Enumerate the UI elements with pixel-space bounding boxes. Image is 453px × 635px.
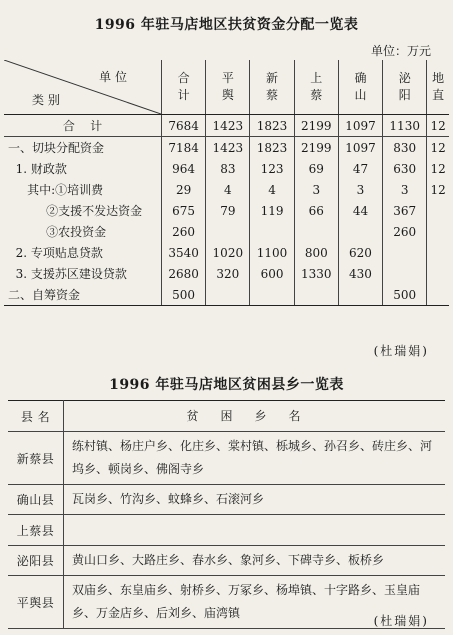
table-row	[4, 284, 449, 306]
table-row	[4, 221, 449, 242]
signature-2: (杜瑞娟)	[373, 614, 429, 628]
cell-value: 1823	[250, 115, 294, 137]
col-header-queshan: 确 山	[338, 60, 382, 115]
cell-value: 430	[338, 263, 382, 284]
col-header-total: 合 计	[162, 60, 206, 115]
row-label: 一、切块分配资金	[4, 137, 162, 159]
cell-value	[427, 242, 449, 263]
table-row	[4, 115, 449, 137]
county-row	[8, 546, 445, 576]
cell-value: 320	[206, 263, 250, 284]
table-header-row	[8, 401, 445, 432]
cell-value: 1100	[250, 242, 294, 263]
corner-unit-label: 单 位	[99, 70, 127, 84]
cell-value: 964	[162, 158, 206, 179]
cell-value	[294, 284, 338, 306]
cell-value: 3	[383, 179, 427, 200]
cell-value: 12	[430, 161, 446, 176]
county-name: 新蔡县	[8, 432, 64, 485]
row-label: 其中:①培训费	[4, 179, 162, 200]
township-list: 黄山口乡、大路庄乡、春水乡、象河乡、下碑寺乡、板桥乡	[64, 546, 446, 576]
cell-value: 1097	[338, 137, 382, 159]
cell-value: 4	[206, 179, 250, 200]
cell-value	[383, 242, 427, 263]
cell-value	[206, 221, 250, 242]
cell-value: 367	[383, 200, 427, 221]
row-label: 2. 专项贴息贷款	[4, 242, 162, 263]
cell-value: 83	[206, 158, 250, 179]
poor-county-table-title: 1996 年驻马店地区贫困县乡一览表	[109, 377, 344, 393]
cell-value: 260	[383, 221, 427, 242]
col-header-pingyu: 平 舆	[206, 60, 250, 115]
table-row	[4, 200, 449, 221]
cell-value: 620	[338, 242, 382, 263]
header-townships: 贫困乡名	[64, 401, 446, 432]
table-row	[4, 179, 449, 200]
township-list: 练村镇、杨庄户乡、化庄乡、棠村镇、栎城乡、孙召乡、砖庄乡、河坞乡、顿岗乡、佛阁寺乡	[64, 432, 446, 485]
cell-value: 69	[294, 158, 338, 179]
cell-value: 1020	[206, 242, 250, 263]
township-list	[64, 515, 446, 546]
header-corner-cell	[4, 60, 162, 115]
cell-value: 800	[294, 242, 338, 263]
cell-value: 2199	[294, 115, 338, 137]
table-header-row	[4, 60, 449, 115]
county-name: 平舆县	[8, 576, 64, 629]
cell-value: 500	[383, 284, 427, 306]
col-header-shangcai: 上 蔡	[294, 60, 338, 115]
cell-value: 1823	[250, 137, 294, 159]
cell-value	[250, 284, 294, 306]
cell-value: 830	[383, 137, 427, 159]
cell-value: 1423	[206, 137, 250, 159]
cell-value: 675	[162, 200, 206, 221]
cell-value: 66	[294, 200, 338, 221]
cell-value: 1423	[206, 115, 250, 137]
table-row	[4, 242, 449, 263]
cell-value: 7184	[162, 137, 206, 159]
row-label: ②支援不发达资金	[4, 200, 162, 221]
county-name: 上蔡县	[8, 515, 64, 546]
township-list: 双庙乡、东皇庙乡、射桥乡、万冢乡、杨埠镇、十字路乡、玉皇庙乡、万金店乡、后刘乡、庙湾镇	[64, 576, 446, 629]
table-row	[4, 158, 449, 179]
cell-value: 29	[162, 179, 206, 200]
col-header-xincai: 新 蔡	[250, 60, 294, 115]
cell-value: 12	[430, 182, 446, 197]
cell-value: 3540	[162, 242, 206, 263]
cell-value: 12	[430, 140, 446, 155]
cell-value: 79	[206, 200, 250, 221]
cell-value: 630	[383, 158, 427, 179]
cell-value	[294, 221, 338, 242]
county-row	[8, 485, 445, 515]
cell-value	[338, 284, 382, 306]
row-label: 3. 支援苏区建设贷款	[4, 263, 162, 284]
township-list: 瓦岗乡、竹沟乡、蚊蜂乡、石滚河乡	[64, 485, 446, 515]
cell-value: 2199	[294, 137, 338, 159]
col-header-biyang: 泌 阳	[383, 60, 427, 115]
cell-value: 3	[294, 179, 338, 200]
header-county: 县 名	[8, 401, 64, 432]
col-header-dizhi: 地 直	[427, 60, 449, 115]
county-row	[8, 432, 445, 485]
cell-value: 4	[250, 179, 294, 200]
cell-value: 123	[250, 158, 294, 179]
fund-table-title: 1996 年驻马店地区扶贫资金分配一览表	[94, 17, 359, 33]
poor-county-table	[8, 400, 445, 629]
county-name: 确山县	[8, 485, 64, 515]
cell-value	[427, 263, 449, 284]
cell-value	[338, 221, 382, 242]
row-label: 合 计	[4, 115, 162, 137]
cell-value: 47	[338, 158, 382, 179]
cell-value	[383, 263, 427, 284]
cell-value: 3	[338, 179, 382, 200]
row-label: 二、自筹资金	[4, 284, 162, 306]
cell-value: 1097	[338, 115, 382, 137]
fund-allocation-table	[4, 60, 449, 306]
cell-value: 1330	[294, 263, 338, 284]
table-row	[4, 263, 449, 284]
corner-category-label: 类 别	[32, 93, 60, 107]
cell-value: 500	[162, 284, 206, 306]
cell-value: 600	[250, 263, 294, 284]
cell-value: 260	[162, 221, 206, 242]
cell-value: 7684	[162, 115, 206, 137]
cell-value: 2680	[162, 263, 206, 284]
cell-value	[206, 284, 250, 306]
cell-value	[250, 221, 294, 242]
diagonal-divider	[4, 60, 161, 114]
cell-value: 12	[427, 115, 449, 137]
table-row	[4, 137, 449, 159]
county-name: 泌阳县	[8, 546, 64, 576]
county-row	[8, 515, 445, 546]
cell-value	[427, 221, 449, 242]
row-label: ③农投资金	[4, 221, 162, 242]
unit-label: 单位：万元	[370, 44, 431, 58]
cell-value: 119	[250, 200, 294, 221]
signature-1: (杜瑞娟)	[373, 344, 429, 358]
cell-value: 44	[338, 200, 382, 221]
row-label: 1. 财政款	[4, 158, 162, 179]
cell-value: 1130	[383, 115, 427, 137]
cell-value	[427, 200, 449, 221]
cell-value	[427, 284, 449, 306]
